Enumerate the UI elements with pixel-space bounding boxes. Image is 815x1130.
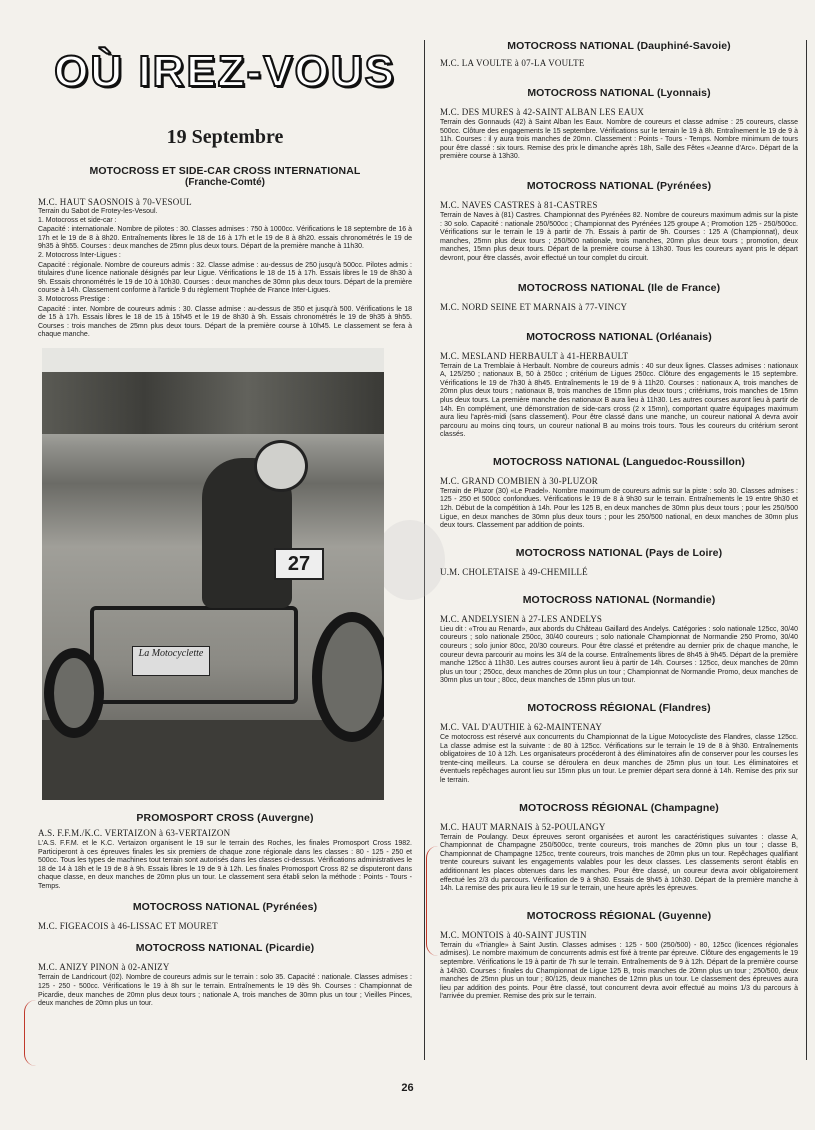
left-column: [38, 40, 412, 1009]
masthead-title: OÙ IREZ-VOUS: [54, 47, 396, 96]
event-line: Lieu dit : «Trou au Renard», aux abords du Château Gaillard des Andelys. Catégories : solo nationale 125cc, 30/40 coureurs ; solo nationale 250cc, 30/40 coureurs ; solo nationale Championnat de Normandie 250 Promo, 30/40 coureurs ; solo junior 80cc, 20/30 coureurs. Pour être classé et prétendre au dernier prix de chaque manche, le coureur devra parcourir au moins les 3/4 de la course. Entraînements libres de 8h45 à 9h45. Départ de la première manche 125cc à 11h30. Les autres courses auront lieu à partir de 14h. Courses : 125cc, deux manches de 20mn plus un tour ; 250cc, deux manches de 20mn plus un tour ; Championnat de Normandie Promo, deux manches de 30mn plus un tour ; 80cc, deux manches de 15mn plus un tour.: [440, 625, 798, 685]
section-title: MOTOCROSS RÉGIONAL (Guyenne): [526, 909, 712, 922]
event-section: [440, 456, 798, 531]
section-title: MOTOCROSS RÉGIONAL (Flandres): [527, 702, 711, 714]
club-name: A.S. F.F.M./K.C. VERTAIZON à 63-VERTAIZON: [38, 827, 231, 838]
event-section: [440, 702, 798, 786]
sidecar-photo: [42, 348, 384, 800]
section-title: MOTOCROSS ET SIDE-CAR CROSS INTERNATIONAL: [89, 165, 361, 177]
club-name: M.C. MESLAND HERBAULT à 41-HERBAULT: [440, 350, 629, 361]
club-name: M.C. GRAND COMBIEN à 30-PLUZOR: [440, 475, 599, 486]
event-line: L'A.S. F.F.M. et le K.C. Vertaizon organisent le 19 sur le terrain des Roches, les finales Promosport Cross 1982. Participeront à ces épreuves finales les six premiers de chaque zone régionale dans les classes : 80 - 125 - 250 et 500cc. Tous les types de machines tout terrain sont autorisés dans les classes ci-dessus. Vérifications administratives le 18 de 14 à 18h et le 19 de 8 à 9h. Essais libres le 19 de 9 à 12h. Les finales Promosport Cross 82 se disputeront dans chaque classe, en deux manches de 20mn plus un tour. Le classement sera établi selon la méthode : Points - Tours - Temps.: [38, 839, 412, 890]
sidecar-wheel: [44, 648, 104, 738]
section-title: MOTOCROSS RÉGIONAL (Champagne): [519, 801, 719, 814]
event-line: Terrain du Sabot de Frotey-les-Vesoul.: [38, 208, 158, 215]
masthead: [38, 40, 412, 104]
event-section: [38, 942, 412, 1008]
pencil-mark: [24, 1000, 37, 1066]
photo-sky: [42, 348, 384, 372]
event-section: [38, 812, 412, 892]
club-name: M.C. HAUT MARNAIS à 52-POULANGY: [440, 821, 606, 832]
pencil-mark: [426, 846, 439, 956]
event-section: [440, 331, 798, 440]
event-line: Ce motocross est réservé aux concurrents du Championnat de la Ligue Motocycliste des Flandres, classe 125cc. La classe admise est la suivante : de 80 à 125cc. Vérifications sur le terrain le 19 de 8 à 9h30. Entraînements obligatoires de 10 à 12h. Les organisateurs procéderont à des éliminatoires afin de conserver pour les courses les trente-cinq meilleurs. La course se déroulera en deux manches de 25mn plus un tour. Les éliminatoires et éventuels repêchages auront lieu sur 15mn plus un tour. Le premier départ sera donné à 14h. Remise des prix sur le terrain.: [440, 734, 798, 784]
event-line: Capacité : internationale. Nombre de pilotes : 30. Classes admises : 750 à 1000cc. Vérifications le 18 septembre de 16 à 17h et le 19 de 8 à 8h20. Entraînements libres le 18 de 16 à 17h et le 19 de 8 à 8h20. essais chronométrés le 19 de 9h35 à 9h55. Courses : deux manches de 25mn plus deux tours. Départ de la première manche à 11h30.: [38, 226, 412, 251]
section-title: MOTOCROSS NATIONAL (Pyrénées): [132, 901, 318, 914]
event-section: [38, 165, 412, 340]
event-line: Terrain du «Triangle» à Saint Justin. Classes admises : 125 - 500 (250/500) - 80, 125cc (licences régionales admises). Le nombre maximum de concurrents admis est fixé à trente par épreuve. Clôture des engagements le 19 septembre. Vérifications le 19 à partir de 7h sur le terrain. Entraînements de 9 à 12h. Départ de la première course à 14h30. Courses : finales du Championnat de Ligue 125 B, trois manches de 20mn plus un tour ; 250/500, deux manches de 25mn plus un tour ; 80/125, deux manches de 12mn plus un tour. Le classement des épreuves aura lieu par addition des points. Pour être classé, tout concurrent devra avoir effectué au moins 1/3 du parcours à l'arrivée du premier. Remise des prix sur le terrain.: [440, 941, 798, 1001]
event-line: 1. Motocross et side-car :: [38, 216, 117, 224]
right-column: [440, 40, 798, 1002]
section-title: MOTOCROSS NATIONAL (Picardie): [135, 942, 315, 955]
event-line: Terrain des Gonnauds (42) à Saint Alban les Eaux. Nombre de coureurs et classe admise : 25 coureurs, classe 500cc. Clôture des engagements le 15 septembre. Vérifications sur le terrain le 19 à 8h. Entraînement le 19 de 9 à 11h. Courses : il y aura trois manches de 20mn. Classement : Points - Tours - Temps. Nombre minimum de tours pour être classé : six tours. Remise des prix le dimanche après 18h, Salle des Fêtes «Jeanne d'Arc». Départ de la première course à 13h30.: [440, 119, 798, 161]
event-section: [440, 547, 798, 578]
event-line: Terrain de Landricourt (02). Nombre de coureurs admis sur le terrain : solo 35. Capacité : nationale. Classes admises : 125 - 250 - 500cc. Vérifications le 19 à 8h sur le terrain. Entraînements le 19 dès 9h. Courses : Championnat de Picardie, deux manches de 20mn plus deux tours ; nationale A, trois manches de 30mn plus un tour ; Vieilles Pinces, deux manches de 20mn plus un tour.: [38, 974, 412, 1008]
race-number-plate: 27: [274, 548, 324, 580]
club-name: M.C. ANIZY PINON à 02-ANIZY: [38, 962, 170, 973]
event-line: Terrain de La Tremblaie à Herbault. Nombre de coureurs admis : 40 sur deux lignes. Classes admises : nationaux A, 125/250 ; nationaux B, 50 à 250cc ; critérium de Ligues 250cc. Clôture des engagements le 15 septembre. Vérifications le 19 de 7h30 à 8h45. Entraînements le 19 de 9 à 11h20. Courses : nationaux A, trois manches de 20mn plus deux tours ; nationaux B, trois manches de 15mn plus deux tours ; critériums, trois manches de 15mn plus deux tours. La première manche des nationaux B aura lieu à 11h30. Les autres courses auront lieu à partir de 14h. En complément, une démonstration de side-cars cross (2 x 15mn), comportant quatre équipages maximum aura lieu l'après-midi (sans classement). Pour être classé dans une manche, un coureur national A devra avoir parcouru au moins cinq tours, un coureur national B au moins trois tours. Tous les coureurs du critérium seront classés.: [440, 362, 798, 439]
sponsor-panel: La Motocyclette: [132, 646, 210, 676]
club-name: M.C. LA VOULTE à 07-LA VOULTE: [440, 58, 585, 68]
section-title: MOTOCROSS NATIONAL (Orléanais): [526, 330, 712, 343]
event-line: Capacité : inter. Nombre de coureurs admis : 30. Classe admise : au-dessus de 350 et jusqu'à 500. Vérifications le 18 de 15 à 17h. Essais libres le 18 de 15 à 15h45 et le 19 de 8h30 à 9h. Essais chronométrés le 19 de 9h35 à 9h55. Courses : trois manches de 25mn plus deux tours. Départ de la première course à 10h45. Le classement se fera à chaque manche.: [38, 305, 412, 339]
club-name: M.C. MONTOIS à 40-SAINT JUSTIN: [440, 929, 587, 940]
section-title: MOTOCROSS NATIONAL (Pays de Loire): [515, 546, 723, 559]
event-line: Terrain de Poulangy. Deux épreuves seront organisées et auront les caractéristiques suivantes : classe A, Championnat de Champagne 250/500cc, trente coureurs, trois manches de 20mn plus un tour ; classe B, Championnat de Champagne 125cc, trente coureurs, trois manches de 20mn plus un tour. Repêchages qualifiant trente coureurs suivant les engagements valables pour les deux classes. Les classements seront établis en additionnant les places obtenues dans les manches. Pour être classé, un coureur devra avoir obligatoirement effectué les 2/3 du parcours. Vérification de 9 à 9h30. Essais de 9h45 à 10h30. Départ de la première manche à 14h. La remise des prix aura lieu le 19 sur le terrain, une heure après les épreuves.: [440, 833, 798, 893]
section-title: PROMOSPORT CROSS (Auvergne): [136, 811, 314, 824]
front-wheel: [312, 612, 384, 742]
club-name: M.C. DES MURES à 42-SAINT ALBAN LES EAUX: [440, 107, 645, 117]
photo-trees: [42, 372, 384, 434]
right-border: [806, 40, 807, 1060]
rider-helmet: [254, 440, 308, 492]
event-section: [440, 180, 798, 264]
event-line: Capacité : régionale. Nombre de coureurs admis : 32. Classe admise : au-dessus de 250 jusqu'à 500cc. Pilotes admis : titulaires d'une licence nationale désignés par leur Ligue. Vérifications le 18 de 15 à 17h. Essais libres le 19 de 8h30 à 9h. Essais chronométrés le 19 de 10 à 10h30. Courses : deux manches de 30mn plus deux tours. Départ de la première course à 14h. Classement conforme à l'article 9 du règlement Trophée de France Inter-Ligues.: [38, 261, 412, 295]
club-name: M.C. NORD SEINE ET MARNAIS à 77-VINCY: [440, 301, 628, 312]
section-title: MOTOCROSS NATIONAL (Languedoc-Roussillon): [492, 455, 745, 468]
event-section: [440, 87, 798, 162]
club-name: M.C. VAL D'AUTHIE à 62-MAINTENAY: [440, 722, 603, 732]
event-section: [440, 40, 798, 69]
event-line: 2. Motocross Inter-Ligues :: [38, 251, 121, 259]
club-name: M.C. ANDELYSIEN à 27-LES ANDELYS: [440, 613, 603, 624]
event-section: [440, 594, 798, 686]
event-section: [440, 282, 798, 313]
section-title: MOTOCROSS NATIONAL (Ile de France): [517, 281, 721, 294]
event-line: 3. Motocross Prestige :: [38, 295, 110, 303]
club-name: M.C. HAUT SAOSNOIS à 70-VESOUL: [38, 197, 192, 207]
club-name: M.C. FIGEACOIS à 46-LISSAC ET MOURET: [38, 921, 218, 932]
section-title: MOTOCROSS NATIONAL (Pyrénées): [526, 179, 712, 192]
section-title: MOTOCROSS NATIONAL (Dauphiné-Savoie): [507, 40, 731, 52]
section-title: MOTOCROSS NATIONAL (Lyonnais): [527, 87, 711, 99]
date-heading: 19 Septembre: [166, 126, 284, 148]
page-number: 26: [401, 1082, 414, 1094]
event-line: Terrain de Naves à (81) Castres. Championnat des Pyrénées 82. Nombre de coureurs maximum admis sur la piste : 30 solo. Capacité : nationale 250/500cc ; Championnat des Pyrénées 125 groupe A ; Promotion 125 - 250/500cc. Vérifications sur le terrain le 19 à partir de 7h. Essais à partir de 9h. Courses : 125 A (Championnat), deux manches, 25mn plus deux tours ; 250/500 nationale, trois manches, 20mn plus deux tours ; promotion, deux manches, 15mn plus deux tours. Départ de la première course à 13h30. Tous les coureurs ayant pris le départ devront, pour être classés, avoir effectué un tour complet du circuit.: [440, 211, 798, 262]
club-name: U.M. CHOLETAISE à 49-CHEMILLÉ: [440, 566, 588, 577]
event-section: [38, 901, 412, 932]
event-section: [440, 802, 798, 894]
section-title: MOTOCROSS NATIONAL (Normandie): [522, 593, 716, 606]
section-subtitle: (Franche-Comté): [184, 177, 265, 188]
event-line: Terrain de Pluzor (30) «Le Pradel». Nombre maximum de coureurs admis sur la piste : solo 30. Classes admises : 125 - 250 et 500cc confondues. Vérifications le 19 de 8 à 9h30 sur le terrain. Entraînements le 19 entre 9h30 et 12h. Début de la compétition à 14h. Pour les 125 B, en deux manches de 30mn plus deux tours ; pour les 250/500 Ligue, en deux manches de 30mn plus deux tours ; pour les 250/500 national, en deux manches de 30mn plus deux tours. Classement par addition de points.: [440, 487, 798, 530]
event-section: [440, 910, 798, 1002]
club-name: M.C. NAVES CASTRES à 81-CASTRES: [440, 199, 598, 210]
